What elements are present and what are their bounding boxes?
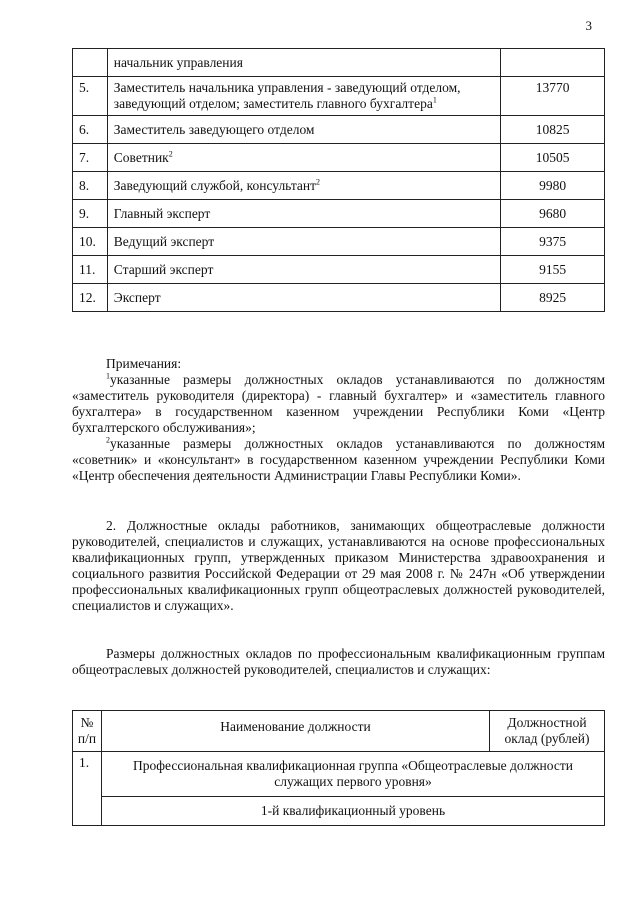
notes-title: Примечания: <box>106 356 182 371</box>
note-1 <box>72 372 605 436</box>
position-name <box>107 228 500 256</box>
note-2-marker: 2 <box>106 435 110 445</box>
row-number: 7. <box>73 144 108 172</box>
footnote-marker: 2 <box>168 149 173 158</box>
group-num: 1. <box>73 752 102 826</box>
salary-value: 10505 <box>501 144 605 172</box>
salary-value: 9375 <box>501 228 605 256</box>
position-name <box>107 256 500 284</box>
position-name-text: Заместитель заведующего отделом <box>113 121 315 137</box>
note-1-marker: 1 <box>106 371 110 381</box>
note-2 <box>72 436 605 484</box>
position-name-text: Заведующий службой, консультант <box>113 177 317 193</box>
position-name-text: Старший эксперт <box>113 261 214 277</box>
salary-table <box>72 48 605 312</box>
header-name: Наименование должности <box>102 711 490 752</box>
paragraph-2-text: 2. Должностные оклады работников, занимающих общеотраслевые должности руководителей, специалистов и служащих, устанавливаются на основе профессиональных квалификационных групп, утвержденных приказом Министерства здравоохранения и социального развития Российской Федерации от 29 мая 2008 г. № 247н «Об утверждении профессиональных квалификационных групп общеотраслевых должностей руководителей, специалистов и служащих». <box>72 518 605 613</box>
position-name <box>107 284 500 312</box>
row-number <box>73 49 108 77</box>
salary-value: 13770 <box>501 77 605 116</box>
row-number: 11. <box>73 256 108 284</box>
position-name <box>107 144 500 172</box>
position-name-text: Эксперт <box>113 289 161 305</box>
row-number: 5. <box>73 77 108 116</box>
row-number: 6. <box>73 116 108 144</box>
row-number: 9. <box>73 200 108 228</box>
salary-value <box>501 49 605 77</box>
qualification-group-table <box>72 710 605 826</box>
paragraph-3 <box>72 646 605 678</box>
level-row <box>73 797 605 826</box>
table-header-row <box>73 711 605 752</box>
note-1-text: указанные размеры должностных окладов устанавливаются по должностям «заместитель руководителя (директора) - главный бухгалтер» и «заместитель главного бухгалтера» в государственном казенном учреждении Республики Коми «Центр бухгалтерского обслуживания»; <box>72 372 605 435</box>
table-row <box>73 77 605 116</box>
position-name <box>107 200 500 228</box>
position-name <box>107 172 500 200</box>
note-2-text: указанные размеры должностных окладов устанавливаются по должностям «советник» и «консультант» в государственном казенном учреждении Республики Коми «Центр обеспечения деятельности Администрации Главы Республики Коми». <box>72 436 605 483</box>
salary-value: 9680 <box>501 200 605 228</box>
position-name <box>107 77 500 116</box>
position-name-text: начальник управления <box>113 54 243 70</box>
paragraph-2 <box>72 518 605 614</box>
position-name-text: Главный эксперт <box>113 205 211 221</box>
position-name <box>107 116 500 144</box>
salary-value: 10825 <box>501 116 605 144</box>
position-name-text: Советник <box>113 149 169 165</box>
position-name-text: Заместитель начальника управления - заведующий отделом, заведующий отделом; заместитель главного бухгалтера <box>113 80 461 111</box>
notes-section <box>72 356 605 484</box>
row-number: 8. <box>73 172 108 200</box>
salary-value: 9980 <box>501 172 605 200</box>
table-row <box>73 228 605 256</box>
footnote-marker: 2 <box>316 177 321 186</box>
footnote-marker: 1 <box>432 95 437 105</box>
table-row <box>73 200 605 228</box>
header-num: № п/п <box>73 711 102 752</box>
table-row <box>73 284 605 312</box>
salary-value: 9155 <box>501 256 605 284</box>
page-number: 3 <box>585 18 592 33</box>
paragraph-3-text: Размеры должностных окладов по профессиональным квалификационным группам общеотраслевых должностей руководителей, специалистов и служащих: <box>72 646 605 677</box>
header-salary: Должностной оклад (рублей) <box>490 711 605 752</box>
position-name-text: Ведущий эксперт <box>113 233 215 249</box>
group-name: Профессиональная квалификационная группа «Общеотраслевые должности служащих первого уровня» <box>102 752 605 797</box>
group-row <box>73 752 605 797</box>
row-number: 10. <box>73 228 108 256</box>
salary-value: 8925 <box>501 284 605 312</box>
position-name <box>107 49 500 77</box>
row-number: 12. <box>73 284 108 312</box>
table-row <box>73 256 605 284</box>
table-row <box>73 49 605 77</box>
table-row <box>73 172 605 200</box>
table-row <box>73 116 605 144</box>
table-row <box>73 144 605 172</box>
level-name: 1-й квалификационный уровень <box>102 797 605 826</box>
